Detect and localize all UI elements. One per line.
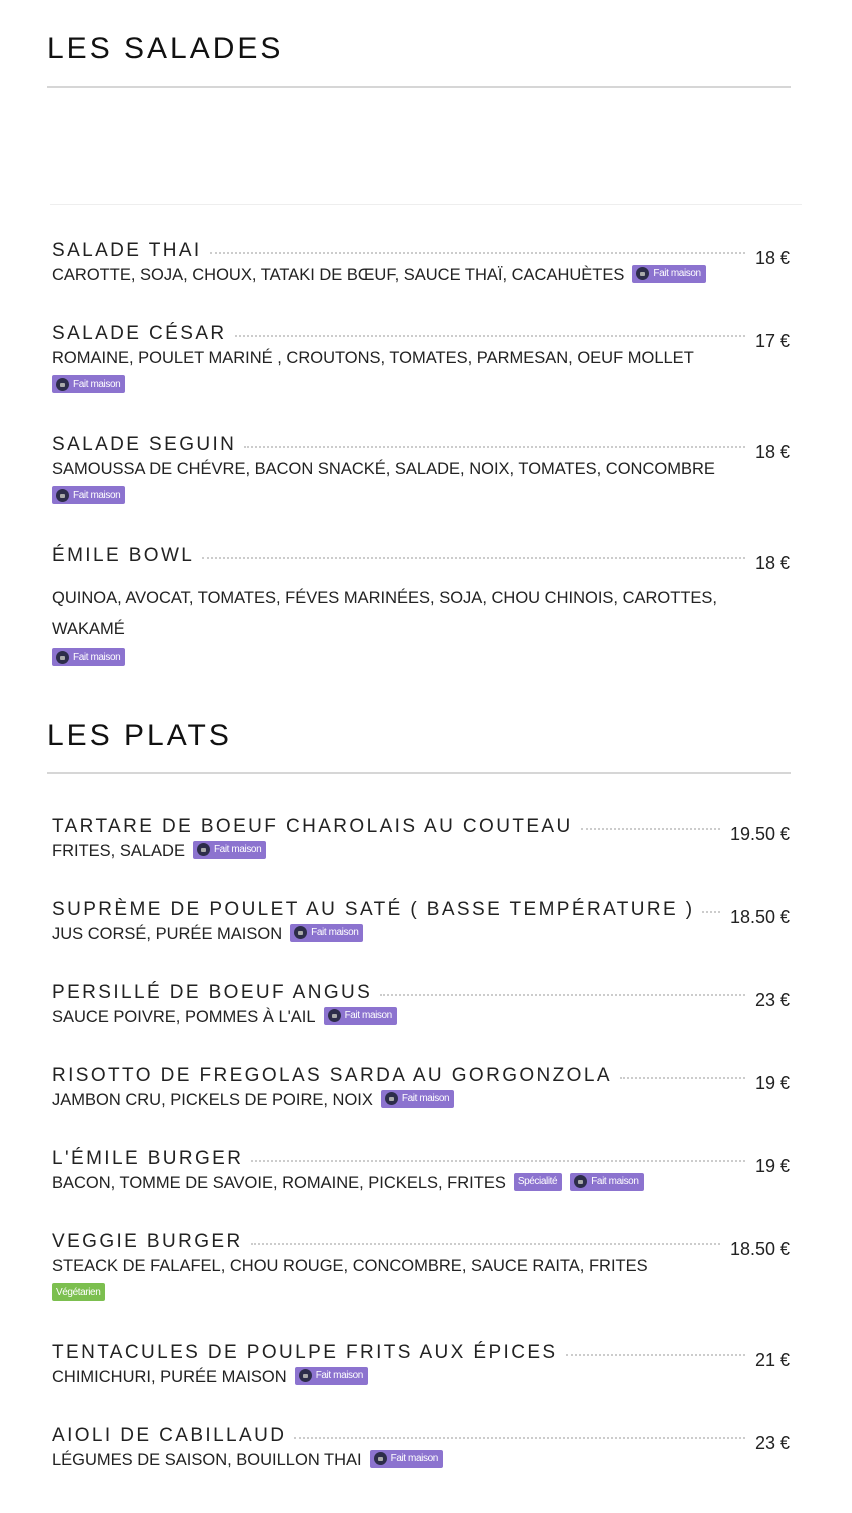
dot-leader [581,828,720,830]
section-divider [47,86,791,88]
item-name: SALADE SEGUIN [52,434,237,455]
section-title-salades: LES SALADES [47,32,284,65]
item-name: VEGGIE BURGER [52,1231,243,1252]
plats-list [52,812,790,1504]
dot-leader [244,446,745,448]
item-price: 23 € [754,990,790,1010]
lock-icon [56,489,69,502]
item-description: JAMBON CRU, PICKELS DE POIRE, NOIX Fait maison [52,1087,790,1114]
badge-veg: Végétarien [52,1283,105,1301]
menu-item [52,541,790,673]
badge-fait: Fait maison [52,375,125,393]
badge-spec: Spécialité [514,1173,562,1191]
menu-item [52,1338,790,1391]
item-price: 18 € [754,248,790,268]
menu-item [52,1227,790,1308]
item-price: 18 € [754,553,790,573]
badge-fait: Fait maison [570,1173,643,1191]
item-price: 18.50 € [729,907,790,927]
item-description: BACON, TOMME DE SAVOIE, ROMAINE, PICKELS, FRITES Spécialité Fait maison [52,1170,790,1197]
section-title-plats: LES PLATS [47,719,232,752]
menu-item [52,895,790,948]
lock-icon [56,651,69,664]
item-description: STEACK DE FALAFEL, CHOU ROUGE, CONCOMBRE, SAUCE RAITA, FRITES [52,1257,648,1275]
badge-fait: Fait maison [193,841,266,859]
item-description: ROMAINE, POULET MARINÉ , CROUTONS, TOMATES, PARMESAN, OEUF MOLLET [52,349,694,367]
lock-icon [197,843,210,856]
dot-leader [251,1243,720,1245]
menu-item [52,1144,790,1197]
item-price: 19 € [754,1073,790,1093]
item-name: ÉMILE BOWL [52,545,195,566]
item-description: LÉGUMES DE SAISON, BOUILLON THAI Fait maison [52,1447,790,1474]
item-name: TENTACULES DE POULPE FRITS AUX ÉPICES [52,1342,558,1363]
item-price: 17 € [754,331,790,351]
lock-icon [328,1009,341,1022]
dot-leader [251,1160,745,1162]
lock-icon [574,1175,587,1188]
item-description: SAUCE POIVRE, POMMES À L'AIL Fait maison [52,1004,790,1031]
badge-row [52,645,790,673]
menu-item [52,978,790,1031]
item-description: FRITES, SALADE Fait maison [52,838,790,865]
dot-leader [566,1354,745,1356]
badge-row [52,372,790,400]
menu-item [52,319,790,400]
item-price: 18.50 € [729,1239,790,1259]
lock-icon [56,378,69,391]
menu-item [52,1061,790,1114]
menu-item [52,812,790,865]
menu-item [52,430,790,511]
item-name: SALADE THAI [52,240,202,261]
item-name: AIOLI DE CABILLAUD [52,1425,287,1446]
item-price: 19 € [754,1156,790,1176]
lock-icon [294,926,307,939]
item-description: SAMOUSSA DE CHÉVRE, BACON SNACKÉ, SALADE, NOIX, TOMATES, CONCOMBRE [52,460,715,478]
section-divider [47,772,791,774]
badge-fait: Fait maison [52,486,125,504]
item-name: SUPRÈME DE POULET AU SATÉ ( BASSE TEMPÉRATURE ) [52,899,695,920]
badge-row [52,483,790,511]
badge-fait: Fait maison [52,648,125,666]
menu-item [52,1421,790,1474]
dot-leader [702,911,719,913]
dot-leader [202,557,745,559]
menu-item [52,236,790,289]
badge-fait: Fait maison [295,1367,368,1385]
dot-leader [294,1437,745,1439]
item-price: 19.50 € [729,824,790,844]
divider [50,204,802,205]
badge-fait: Fait maison [381,1090,454,1108]
salades-list [52,236,790,703]
item-name: TARTARE DE BOEUF CHAROLAIS AU COUTEAU [52,816,573,837]
item-name: PERSILLÉ DE BOEUF ANGUS [52,982,373,1003]
badge-fait: Fait maison [370,1450,443,1468]
badge-fait: Fait maison [324,1007,397,1025]
item-name: L'ÉMILE BURGER [52,1148,244,1169]
item-price: 21 € [754,1350,790,1370]
dot-leader [210,252,745,254]
item-description: JUS CORSÉ, PURÉE MAISON Fait maison [52,921,790,948]
dot-leader [620,1077,745,1079]
item-name: RISOTTO DE FREGOLAS SARDA AU GORGONZOLA [52,1065,612,1086]
lock-icon [385,1092,398,1105]
dot-leader [380,994,745,996]
lock-icon [636,267,649,280]
dot-leader [235,335,745,337]
item-description: CHIMICHURI, PURÉE MAISON Fait maison [52,1364,790,1391]
item-name: SALADE CÉSAR [52,323,227,344]
item-description: QUINOA, AVOCAT, TOMATES, FÉVES MARINÉES, SOJA, CHOU CHINOIS, CAROTTES, WAKAMÉ [52,589,717,638]
item-description: CAROTTE, SOJA, CHOUX, TATAKI DE BŒUF, SAUCE THAÏ, CACAHUÈTES Fait maison [52,262,790,289]
badge-fait: Fait maison [632,265,705,283]
badge-row [52,1280,790,1308]
item-price: 18 € [754,442,790,462]
item-price: 23 € [754,1433,790,1453]
lock-icon [374,1452,387,1465]
badge-fait: Fait maison [290,924,363,942]
lock-icon [299,1369,312,1382]
